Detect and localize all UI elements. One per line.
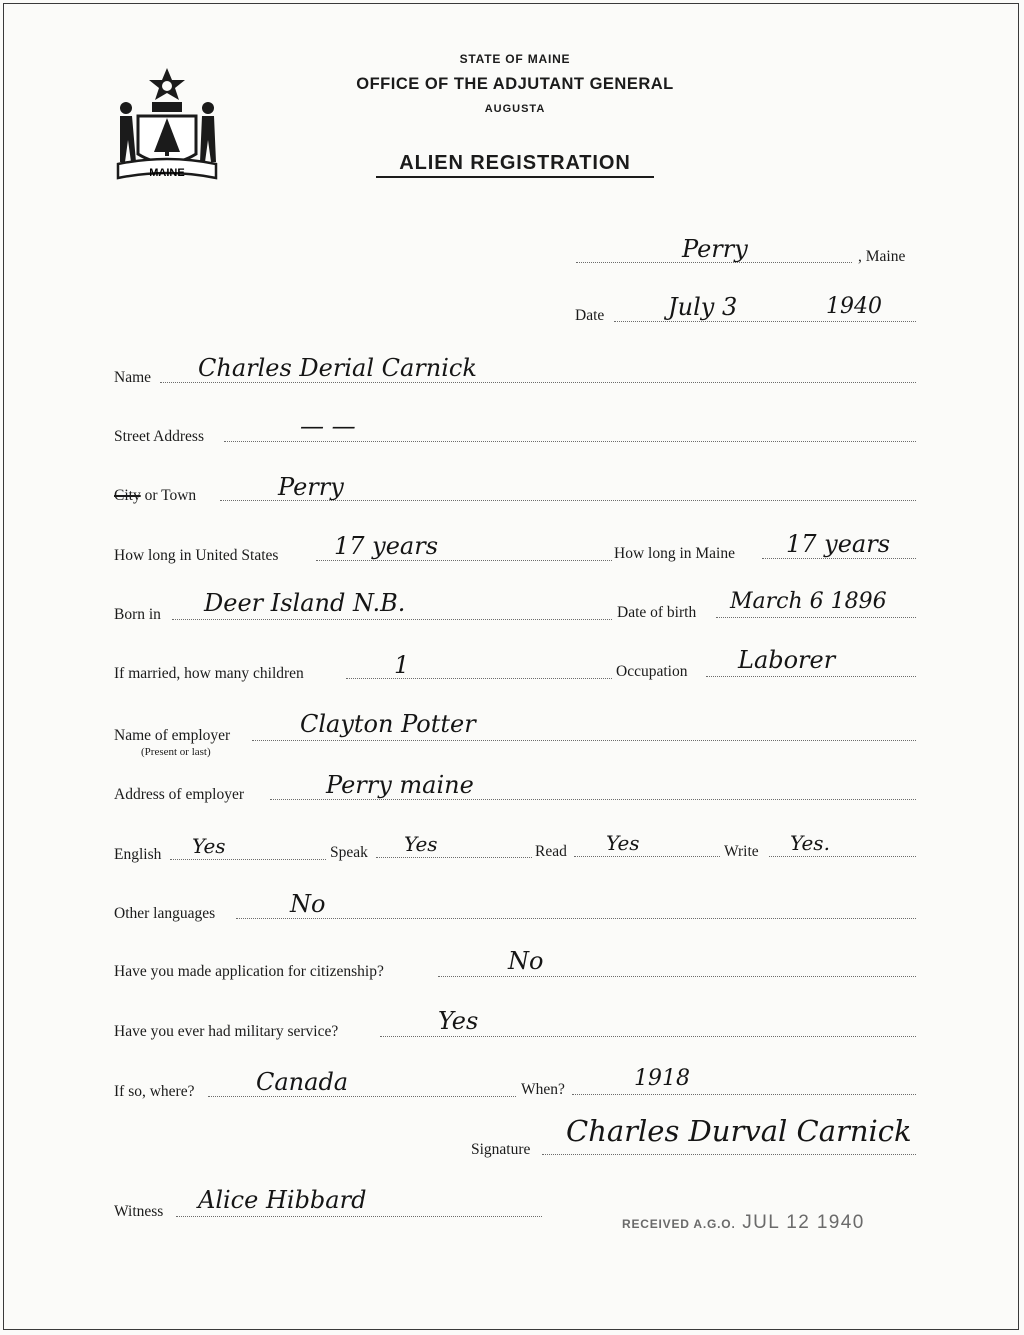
dob-line <box>716 617 916 618</box>
born-line <box>172 619 612 620</box>
signature-line <box>542 1154 916 1155</box>
witness-value: Alice Hibbard <box>198 1186 367 1214</box>
years-maine-line <box>762 558 916 559</box>
witness-line <box>176 1216 542 1217</box>
employer-value: Clayton Potter <box>300 710 476 738</box>
place-value: Perry <box>682 235 748 263</box>
speak-label: Speak <box>330 844 368 861</box>
where-line <box>208 1096 516 1097</box>
received-stamp-prefix: RECEIVED A.G.O. <box>622 1217 736 1231</box>
city-struck-label: City <box>114 487 141 504</box>
received-stamp-date: JUL 12 1940 <box>742 1212 865 1233</box>
other-languages-line <box>236 918 916 919</box>
street-label: Street Address <box>114 428 204 445</box>
when-value: 1918 <box>634 1066 690 1091</box>
maine-seal-icon <box>112 66 222 190</box>
date-year-value: 1940 <box>826 294 882 319</box>
write-value: Yes. <box>790 831 830 855</box>
name-label: Name <box>114 369 152 386</box>
write-label: Write <box>724 843 759 860</box>
where-label: If so, where? <box>114 1083 195 1100</box>
born-label: Born in <box>114 606 161 623</box>
years-us-line <box>316 560 612 561</box>
where-value: Canada <box>256 1068 349 1096</box>
english-label: English <box>114 846 162 863</box>
years-maine-value: 17 years <box>786 530 891 558</box>
state-heading: STATE OF MAINE <box>459 52 571 66</box>
seal-banner-text: MAINE <box>149 167 185 179</box>
citizenship-label: Have you made application for citizenship? <box>114 963 384 980</box>
read-label: Read <box>535 843 567 860</box>
employer-address-label: Address of employer <box>114 786 244 803</box>
employer-sublabel: (Present or last) <box>141 746 211 758</box>
occupation-line <box>706 676 916 677</box>
when-label: When? <box>521 1081 565 1098</box>
english-value: Yes <box>192 834 226 858</box>
employer-line <box>252 740 916 741</box>
speak-value: Yes <box>404 832 438 856</box>
street-line <box>224 441 916 442</box>
name-value: Charles Derial Carnick <box>198 354 477 382</box>
form-title: ALIEN REGISTRATION <box>399 152 631 174</box>
street-value: — — <box>300 412 356 440</box>
children-label: If married, how many children <box>114 665 304 682</box>
children-line <box>346 678 612 679</box>
read-line <box>574 856 720 857</box>
dob-label: Date of birth <box>617 604 697 621</box>
town-label <box>114 487 196 505</box>
date-line <box>614 321 916 322</box>
title-underline <box>376 176 654 178</box>
occupation-value: Laborer <box>738 646 836 674</box>
military-line <box>380 1036 916 1037</box>
citizenship-value: No <box>508 947 544 975</box>
signature-value: Charles Durval Carnick <box>566 1114 912 1148</box>
date-month-day-value: July 3 <box>668 293 738 321</box>
years-us-label: How long in United States <box>114 547 279 564</box>
signature-label: Signature <box>471 1141 531 1158</box>
received-stamp <box>622 1212 865 1234</box>
town-label-rest: or Town <box>140 487 197 504</box>
office-heading: OFFICE OF THE ADJUTANT GENERAL <box>356 75 674 93</box>
town-value: Perry <box>278 473 344 501</box>
place-suffix: , Maine <box>858 248 906 265</box>
other-languages-value: No <box>290 890 326 918</box>
write-line <box>769 856 916 857</box>
years-us-value: 17 years <box>334 532 439 560</box>
citizenship-line <box>438 976 916 977</box>
military-value: Yes <box>438 1007 479 1035</box>
military-label: Have you ever had military service? <box>114 1023 339 1040</box>
speak-line <box>376 857 532 858</box>
other-languages-label: Other languages <box>114 905 216 922</box>
date-label: Date <box>575 307 605 324</box>
children-value: 1 <box>394 651 410 679</box>
occupation-label: Occupation <box>616 663 688 680</box>
english-line <box>170 859 326 860</box>
city-heading: AUGUSTA <box>484 103 546 115</box>
years-maine-label: How long in Maine <box>614 545 735 562</box>
dob-value: March 6 1896 <box>730 589 887 614</box>
witness-label: Witness <box>114 1203 164 1220</box>
born-value: Deer Island N.B. <box>204 589 406 617</box>
when-line <box>572 1094 916 1095</box>
employer-address-value: Perry maine <box>326 771 474 799</box>
name-line <box>160 382 916 383</box>
employer-address-line <box>270 799 916 800</box>
read-value: Yes <box>606 831 640 855</box>
employer-label: Name of employer <box>114 727 231 744</box>
